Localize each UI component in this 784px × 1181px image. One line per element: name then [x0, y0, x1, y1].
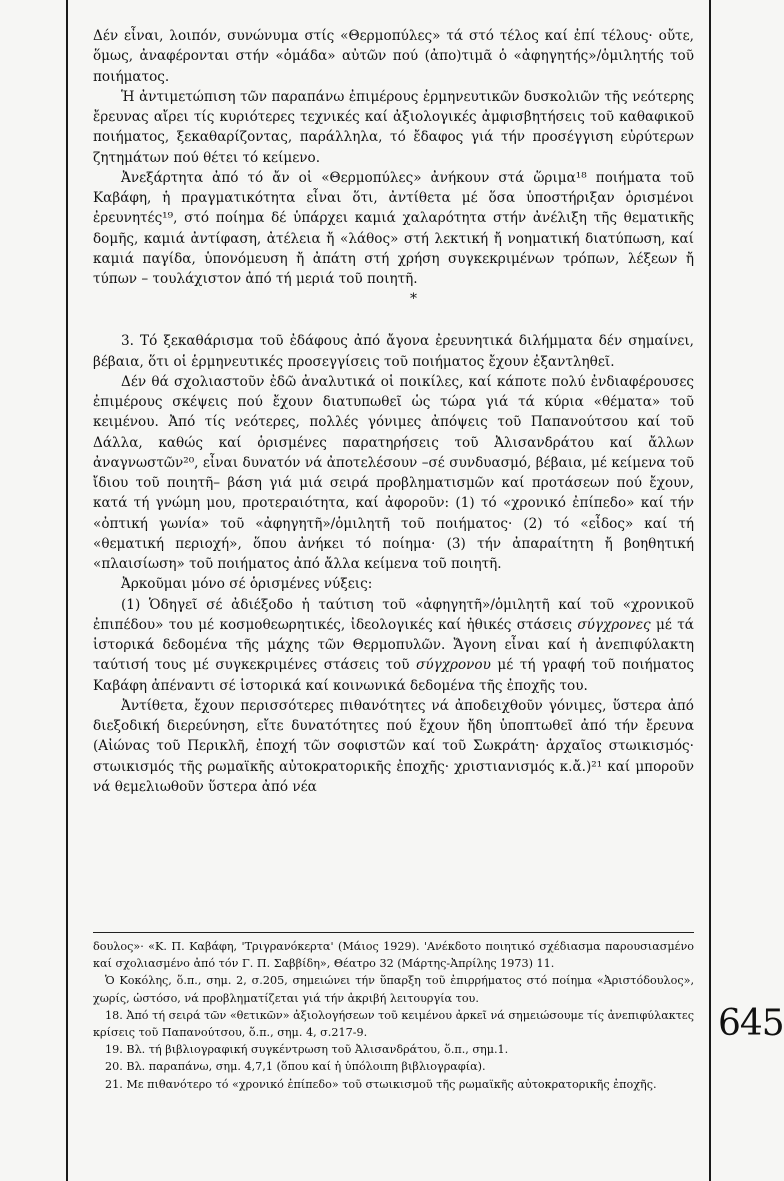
paragraph-1: Δέν εἶναι, λοιπόν, συνώνυμα στίς «Θερμοπύλες» τά στό τέλος καί ἐπί τέλους· οὔτε, ὅμως, ἀναφέρονται στήν «ὁμάδα» αὐτῶν πού (ἀπο)τιμᾶ ὁ «ἀφηγητής»/ὁμιλητής τοῦ ποιήματος. [93, 28, 694, 85]
footnotes [93, 938, 694, 1093]
section-separator: * [410, 291, 417, 308]
paragraph-7 [93, 595, 694, 696]
paragraph-7-part-c: μέ τή γραφή τοῦ ποιήματος Καβάφη ἀπέναντι σέ ἱστορικά καί κοινωνικά δεδομένα τῆς ἐποχῆς του. [93, 657, 694, 694]
paragraph-6: Ἀρκοῦμαι μόνο σέ ὁρισμένες νύξεις: [121, 576, 373, 593]
paragraph-4: 3. Τό ξεκαθάρισμα τοῦ ἐδάφους ἀπό ἄγονα ἐρευνητικά διλήμματα δέν σημαίνει, βέβαια, ὅτι οἱ ἑρμηνευτικές προσεγγίσεις τοῦ ποιήματος ἔχουν ἐξαντληθεῖ. [93, 333, 694, 370]
footnote-19: 19. Βλ. τή βιβλιογραφική συγκέντρωση τοῦ Ἀλισανδράτου, ὅ.π., σημ.1. [105, 1043, 509, 1057]
page-number: 645 [718, 1003, 784, 1044]
footnote-21: 21. Με πιθανότερο τό «χρονικό ἐπίπεδο» τοῦ στωικισμοῦ τῆς ρωμαϊκῆς αὐτοκρατορικῆς ἐποχῆς. [105, 1077, 657, 1091]
footnote-continuation: δουλος»· «Κ. Π. Καβάφη, 'Τριγρανόκερτα' (Μάιος 1929). 'Ανέκδοτο ποιητικό σχέδιασμα παρουσιασμένο καί σχολιασμένο ἀπό τόν Γ. Π. Σαββίδη», Θέατρο 32 (Μάρτης-Ἀπρίλης 1973) 11. [93, 940, 694, 971]
paragraph-5: Δέν θά σχολιαστοῦν ἐδῶ ἀναλυτικά οἱ ποικίλες, καί κάποτε πολύ ἐνδιαφέρουσες ἐπιμέρους σκέψεις πού ἔχουν διατυπωθεῖ ὡς τώρα γιά τά κύρια «θέματα» τοῦ κειμένου. Ἀπό τίς νεότερες, πολλές γόνιμες ἀπόψεις τοῦ Παπανούτσου καί τοῦ Δάλλα, καθώς καί ὁρισμένες παρατηρήσεις τοῦ Ἀλισανδράτου καί ἄλλων ἀναγνωστῶν²⁰, εἶναι δυνατόν νά ἀποτελέσουν –σέ συνδυασμό, βέβαια, μέ κείμενα τοῦ ἴδιου τοῦ ποιητῆ– βάση γιά μιά σειρά προβληματισμῶν καί προτάσεων πού ἔχουν, κατά τή γνώμη μου, προτεραιότητα, καί ἀφοροῦν: (1) τό «χρονικό ἐπίπεδο» καί τήν «ὀπτική γωνία» τοῦ «ἀφηγητῆ»/ὁμιλητῆ τοῦ ποιήματος· (2) τό «εἶδος» καί τή «θεματική περιοχή», ὅπου ἀνήκει τό ποίημα· (3) τήν ἀπαραίτητη ἤ βοηθητική «πλαισίωση» τοῦ ποιήματος ἀπό ἄλλα κείμενα τοῦ ποιητῆ. [93, 373, 694, 572]
footnote-18: 18. Ἀπό τή σειρά τῶν «θετικῶν» ἀξιολογήσεων τοῦ κειμένου ἀρκεῖ νά σημειώσουμε τίς ἀνεπιφύλακτες κρίσεις τοῦ Παπανούτσου, ὅ.π., σημ. 4, σ.217-9. [93, 1008, 694, 1040]
footnote-divider [93, 932, 694, 933]
main-text [93, 26, 694, 797]
paragraph-2: Ἡ ἀντιμετώπιση τῶν παραπάνω ἐπιμέρους ἑρμηνευτικῶν δυσκολιῶν τῆς νεότερης ἔρευνας αἴρει τίς κυριότερες τεχνικές καί ἀξιολογικές ἀμφισβητήσεις τοῦ καθαφικοῦ ποιήματος, ξεκαθαρίζοντας, παράλληλα, τό ἔδαφος γιά τήν προσέγγιση εὐρύτερων ζητημάτων πού θέτει τό κείμενο. [93, 88, 694, 166]
paragraph-8: Ἀντίθετα, ἔχουν περισσότερες πιθανότητες νά ἀποδειχθοῦν γόνιμες, ὕστερα ἀπό διεξοδική διερεύνηση, εἴτε δυνατότητες πού ἔχουν ἤδη ὑποπτωθεῖ ἀπό τήν ἔρευνα (Αἰώνας τοῦ Περικλῆ, ἐποχή τῶν σοφιστῶν καί τοῦ Σωκράτη· ἀρχαῖος στωικισμός· στωικισμός τῆς ρωμαϊκῆς αὐτοκρατορικῆς ἐποχῆς· χριστιανισμός κ.ἄ.)²¹ καί μποροῦν νά θεμελιωθοῦν ὕστερα ἀπό νέα [93, 697, 694, 795]
paragraph-7-part-b: μέ τά ἱστορικά δεδομένα τῆς μάχης τῶν Θερμοπυλῶν. Ἄγονη εἶναι καί ἡ ἀνεπιφύλακτη ταύτισή τους μέ συγκεκριμένες στάσεις τοῦ [93, 616, 694, 674]
right-margin-rule [709, 0, 711, 1181]
paragraph-3: Ἀνεξάρτητα ἀπό τό ἄν οἱ «Θερμοπύλες» ἀνήκουν στά ὥριμα¹⁸ ποιήματα τοῦ Καβάφη, ἡ πραγματικότητα εἶναι ὅτι, ἀντίθετα μέ ὅσα ὑποστήριξαν ὁρισμένοι ἐρευνητές¹⁹, στό ποίημα δέ ὑπάρχει καμιά χαλαρότητα στήν ἀνέλιξη τῆς θεματικῆς δομῆς, καμιά ἀντίφαση, ἀτέλεια ἤ «λάθος» στή λεκτική ἤ νοηματική διατύπωση, καί καμιά παγίδα, ὑπονόμευση ἤ ἀπάτη στή χρήση συγκεκριμένων τρόπων, λέξεων ἤ τύπων – τουλάχιστον ἀπό τή μεριά τοῦ ποιητῆ. [93, 169, 694, 287]
left-margin-rule [66, 0, 68, 1181]
paragraph-7-emphasis-1: σύγχρονες [577, 616, 651, 633]
footnote-20: 20. Βλ. παραπάνω, σημ. 4,7,1 (ὅπου καί ἡ ὑπόλοιπη βιβλιογραφία). [105, 1060, 486, 1074]
paragraph-7-emphasis-2: σύγχρονου [416, 657, 491, 674]
paragraph-7-part-a: (1) Ὁδηγεῖ σέ ἀδιέξοδο ἡ ταύτιση τοῦ «ἀφηγητῆ»/ὁμιλητῆ καί τοῦ «χρονικοῦ ἐπιπέδου» του μέ κοσμοθεωρητικές, ἰδεολογικές καί ἠθικές στάσεις [93, 596, 694, 633]
footnote-17: Ὁ Κοκόλης, ὅ.π., σημ. 2, σ.205, σημειώνει τήν ὕπαρξη τοῦ ἐπιρρήματος στό ποίημα «Ἀριστόδουλος», χωρίς, ὡστόσο, νά προβληματίζεται γιά τήν ἀκριβή λειτουργία του. [93, 974, 694, 1005]
